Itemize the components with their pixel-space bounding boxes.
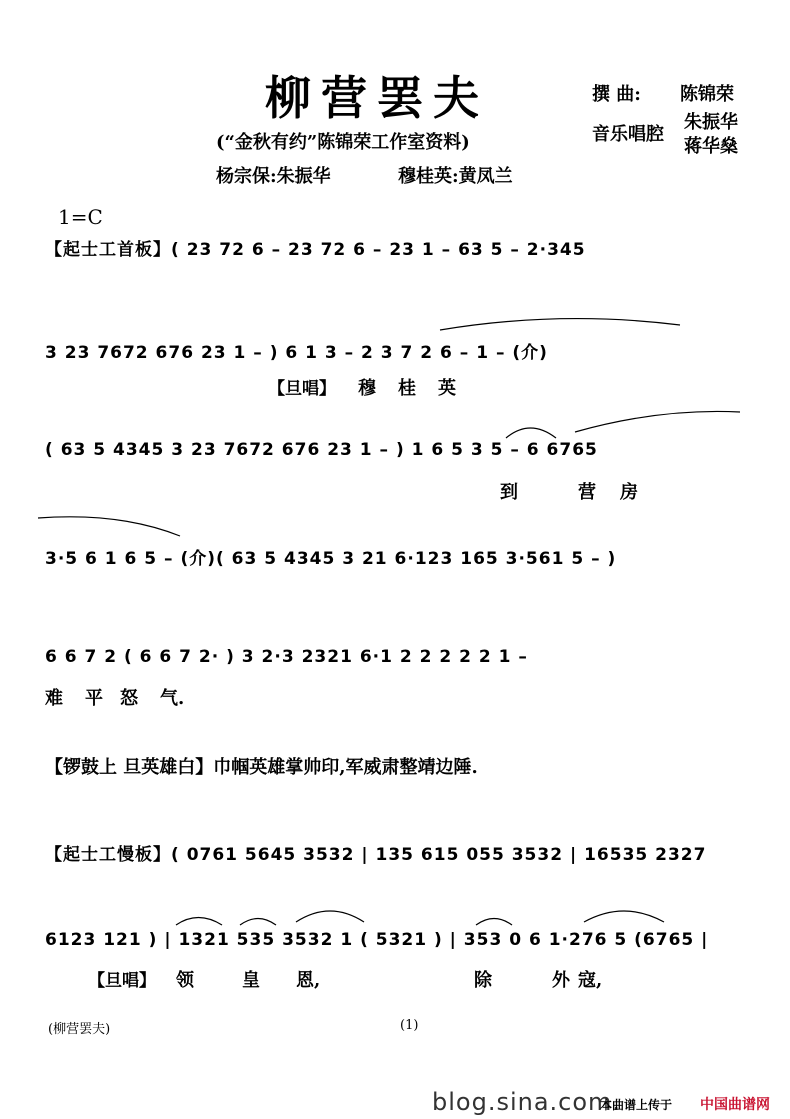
slur-arc	[476, 919, 512, 926]
lyric-char: 气.	[160, 688, 185, 709]
vocal-label: 音乐唱腔	[592, 124, 664, 145]
page-number: (1)	[400, 1018, 419, 1033]
cast-role: 杨宗保	[216, 166, 270, 187]
singing-label: 【旦唱】	[268, 379, 336, 399]
notation: 3·5 6 1 6 5 – (介)( 63 5 4345 3 21 6·123 165 3·561 5 – )	[45, 549, 617, 569]
lyric-char: 皇	[242, 970, 260, 991]
lyric-char: 寇,	[578, 970, 603, 991]
lyric-char: 到	[500, 482, 518, 503]
composer-label: 撰 曲:	[592, 84, 641, 105]
cast-entry-2: 穆桂英:黄凤兰	[398, 166, 513, 187]
lyric-char: 领	[176, 970, 194, 991]
vocal-name-1: 朱振华	[684, 112, 738, 133]
notation: ( 0761 5645 3532 | 135 615 055 3532 | 16535 2327	[171, 845, 707, 865]
cast-entry-1: 杨宗保:朱振华	[216, 166, 331, 187]
lyric-char: 英	[438, 378, 456, 399]
lyric-char: 营	[578, 482, 596, 503]
notation: 6123 121 ) | 1321 535 3532 1 ( 5321 ) | 353 0 6 1·276 5 (6765 |	[45, 930, 709, 950]
footer-title: (柳营罢夫)	[48, 1022, 111, 1037]
slur-arc	[296, 911, 364, 922]
site-logo: 中国曲谱网	[700, 1097, 770, 1113]
notation: ( 63 5 4345 3 23 7672 676 23 1 – ) 1 6 5 3 5 – 6 6765	[45, 440, 598, 460]
lyric-char: 桂	[398, 378, 416, 399]
cast-role: 穆桂英	[398, 166, 452, 187]
lyric-char: 除	[474, 970, 492, 991]
notation: 3 23 7672 676 23 1 – ) 6 1 3 – 2 3 7 2 6 – 1 – (介)	[45, 343, 548, 363]
slur-arc	[38, 517, 180, 536]
lyric-char: 穆	[358, 378, 376, 399]
source-note: (“金秋有约”陈锦荣工作室资料)	[216, 132, 470, 153]
lyric-char: 怒	[120, 688, 138, 709]
notation: 6 6 7 2 ( 6 6 7 2· ) 3 2·3 2321 6·1 2 2 2 2 2 1 –	[45, 647, 528, 667]
slur-arc	[506, 428, 556, 438]
lyric-char: 外	[552, 970, 570, 991]
section-label: 【起士工首板】	[45, 240, 171, 260]
section-label: 【起士工慢板】	[45, 845, 171, 865]
score-title: 柳营罢夫	[265, 71, 489, 125]
lyric-char: 房	[620, 482, 638, 503]
cast-actor: 黄凤兰	[458, 166, 513, 187]
lyric-char: 平	[85, 688, 103, 709]
upload-note: 本曲谱上传于	[600, 1098, 673, 1112]
slur-arc	[440, 319, 680, 330]
cast-actor: 朱振华	[276, 166, 331, 187]
key-signature: 1=C	[58, 205, 103, 229]
spoken-label: 【锣鼓上 旦英雄白】	[45, 757, 214, 778]
notation: ( 23 72 6 – 23 72 6 – 23 1 – 63 5 – 2·345	[171, 240, 586, 260]
spoken-text: 巾帼英雄掌帅印,军威肃整靖边陲.	[213, 757, 478, 778]
singing-label: 【旦唱】	[88, 971, 156, 991]
watermark-text: blog.sina.com.	[432, 1088, 622, 1116]
lyric-char: 恩,	[296, 970, 321, 991]
lyric-char: 难	[45, 688, 63, 709]
slur-arc	[584, 911, 664, 922]
composer-name: 陈锦荣	[680, 84, 734, 105]
slur-arc	[575, 411, 740, 432]
slur-arc	[176, 918, 222, 926]
vocal-name-2: 蒋华燊	[684, 136, 738, 157]
slur-arc	[240, 919, 276, 926]
